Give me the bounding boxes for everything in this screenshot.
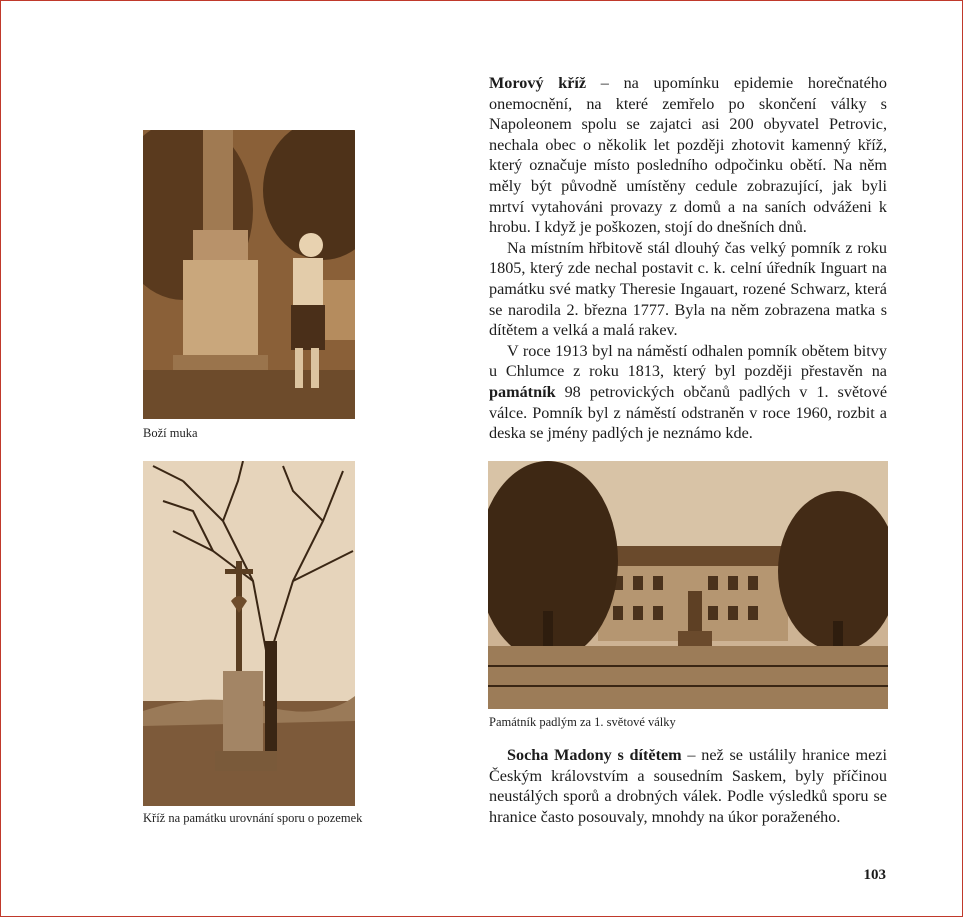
wayside-shrine-image <box>143 130 355 419</box>
paragraph-war-memorial <box>489 341 887 444</box>
photo-cross-tree <box>143 461 355 806</box>
paragraph-madonna <box>489 745 887 827</box>
text-war-memorial-b: 98 petrovických občanů padlých v 1. světové válce. Pomník byl z náměstí odstraněn v roce 1960, rozbit a deska se jmény padlých je neznámo kde. <box>489 382 887 443</box>
war-memorial-image <box>488 461 888 709</box>
text-block-bottom <box>489 745 887 827</box>
text-block-top <box>489 73 887 444</box>
text-plague-cross: – na upomínku epidemie horečnatého onemocnění, na které zemřelo po skončení války s Napoleonem spolu se zajatci asi 200 obyvatel Petrovic, nechala obec o několik let později zhotovit kamenný kříž, který označuje místo posledního odpočinku obětí. Na něm měly být původně umístěny cedule zobrazující, jak byli mrtví vytahováni provazy z domů a na saních odváženi k hrobu. I když je poškozen, stojí do dnešních dnů. <box>489 74 887 237</box>
photo-war-memorial <box>488 461 888 709</box>
paragraph-plague-cross <box>489 73 887 238</box>
caption-wayside-shrine: Boží muka <box>143 426 198 440</box>
paragraph-cemetery-monument <box>489 238 887 341</box>
cross-tree-image <box>143 461 355 806</box>
caption-war-memorial: Památník padlým za 1. světové války <box>489 715 676 729</box>
text-madonna: – než se ustálily hranice mezi Českým královstvím a sousedním Saskem, byly příčinou neustálých sporů a drobných válek. Podle výsledků sporu se hranice často posouvaly, mnohdy na úkor poraženého. <box>489 746 887 826</box>
text-war-memorial-a: V roce 1913 byl na náměstí odhalen pomník obětem bitvy u Chlumce z roku 1813, který byl později přestavěn na <box>489 341 887 381</box>
term-memorial: památník <box>489 382 556 401</box>
term-madonna: Socha Madony s dítětem <box>507 746 682 764</box>
text-cemetery-monument: Na místním hřbitově stál dlouhý čas velký pomník z roku 1805, který zde nechal postavit c. k. celní úředník Inguart na památku své matky Theresie Ingauart, rozené Schwarz, která se narodila 2. března 1777. Byla na něm zobrazena matka s dítětem a velká a malá rakev. <box>489 238 887 340</box>
term-plague-cross: Morový kříž <box>489 74 587 92</box>
photo-wayside-shrine <box>143 130 355 419</box>
caption-cross-tree: Kříž na památku urovnání sporu o pozemek <box>143 811 363 825</box>
page-number: 103 <box>863 867 886 883</box>
